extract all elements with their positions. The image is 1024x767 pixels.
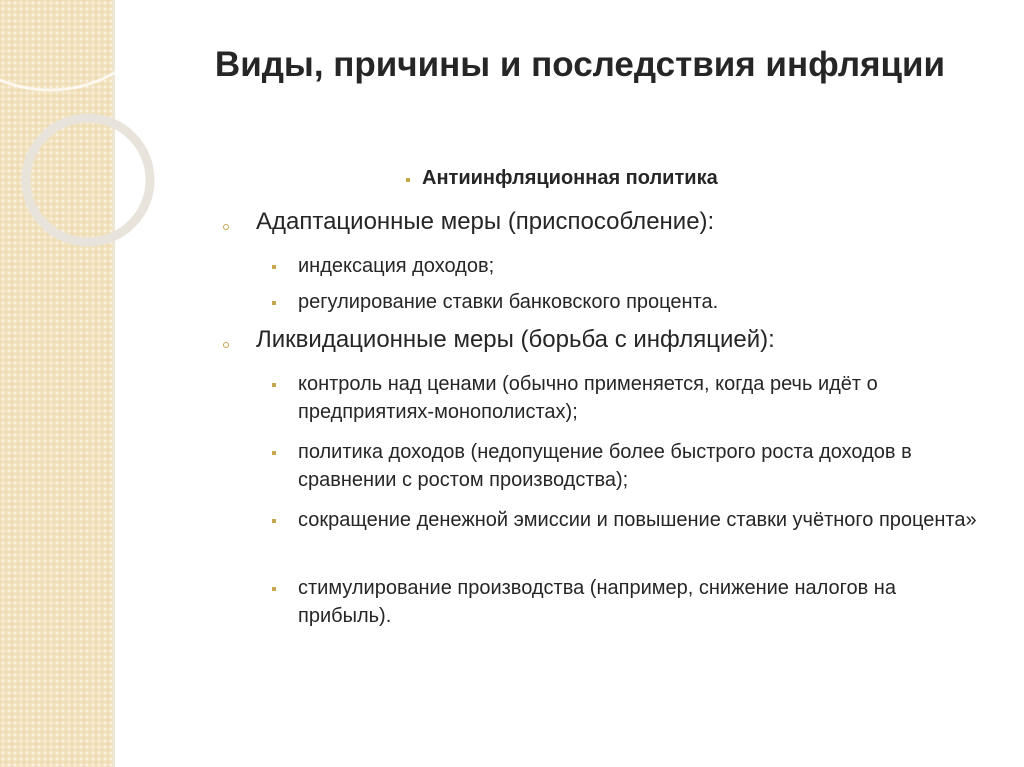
- square-bullet-icon: [272, 451, 276, 455]
- list-item-text: политика доходов (недопущение более быстрого роста доходов в сравнении с ростом производства);: [298, 441, 912, 491]
- list-item: [298, 574, 988, 630]
- subtitle-text: Антиинфляционная политика: [422, 167, 718, 189]
- list-item-text: контроль над ценами (обычно применяется, когда речь идёт о предприятиях-монополистах);: [298, 373, 878, 423]
- square-bullet-icon: [272, 265, 276, 269]
- list-item-text: сокращение денежной эмиссии и повышение ставки учётного процента»: [298, 509, 977, 531]
- square-bullet-icon: [272, 301, 276, 305]
- circle-bullet-icon: [223, 224, 229, 230]
- band-edge-divider: [112, 0, 115, 767]
- list-item: [298, 438, 988, 494]
- list-item-text: стимулирование производства (например, снижение налогов на прибыль).: [298, 577, 896, 627]
- section-heading-liquidation: [256, 326, 775, 354]
- square-bullet-icon: [272, 587, 276, 591]
- list-item-text: индексация доходов;: [298, 255, 495, 277]
- subtitle: [422, 167, 718, 190]
- section-heading-adaptation: [256, 208, 714, 236]
- list-item: [298, 252, 988, 280]
- section-heading-text: Адаптационные меры (приспособление):: [256, 208, 715, 235]
- list-item: [298, 506, 988, 534]
- square-bullet-icon: [272, 519, 276, 523]
- section-heading-text: Ликвидационные меры (борьба с инфляцией):: [256, 326, 775, 353]
- slide-title: Виды, причины и последствия инфляции: [214, 45, 946, 84]
- list-item: [298, 288, 988, 316]
- list-item-text: регулирование ставки банковского процента.: [298, 291, 719, 313]
- decorative-side-band: [0, 0, 112, 767]
- square-bullet-icon: [406, 178, 410, 182]
- list-item: [298, 370, 988, 426]
- circle-bullet-icon: [223, 342, 229, 348]
- square-bullet-icon: [272, 383, 276, 387]
